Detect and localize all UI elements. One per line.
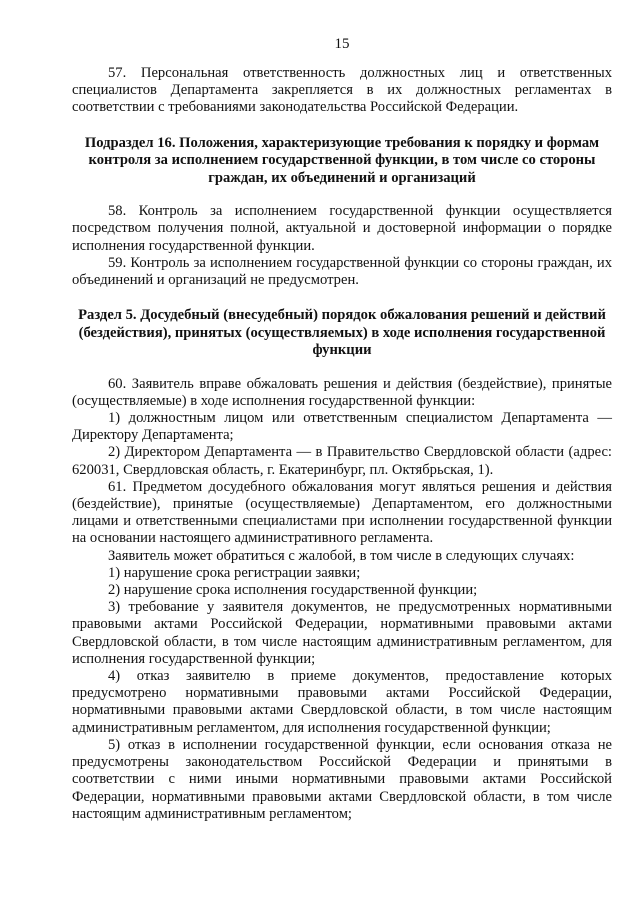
- page-number: 15: [334, 36, 350, 52]
- complaint-case-5: 5) отказ в исполнении государственной функции, если основания отказа не предусмотрены законодательством Российской Федерации и принятыми в соответствии с ними иными нормативными правовыми актами Российской Федерации, нормативными правовыми актами Свердловской области, в том числе настоящим административным регламентом;: [72, 736, 612, 822]
- section-5-heading: Раздел 5. Досудебный (внесудебный) порядок обжалования решений и действий (бездействия), принятых (осуществляемых) в ходе исполнения государственной функции: [78, 307, 606, 359]
- paragraph-61: 61. Предметом досудебного обжалования могут являться решения и действия (бездействие), принятые (осуществляемые) Департаментом, его должностными лицами и ответственными специалистами при исполнении государственной функции на основании настоящего административного регламента.: [72, 478, 612, 547]
- paragraph-59: 59. Контроль за исполнением государственной функции со стороны граждан, их объединений и организаций не предусмотрен.: [72, 254, 612, 288]
- paragraph-60: 60. Заявитель вправе обжаловать решения и действия (бездействие), принятые (осуществляемые) в ходе исполнения государственной функции:: [72, 375, 612, 409]
- paragraph-60-item-2: 2) Директором Департамента — в Правительство Свердловской области (адрес: 620031, Свердловская область, г. Екатеринбург, пл. Октябрьская, 1).: [72, 444, 612, 478]
- complaint-case-4: 4) отказ заявителю в приеме документов, предоставление которых предусмотрено нормативными правовыми актами Российской Федерации, нормативными правовыми актами Свердловской области, в том числе настоящим административным регламентом, для исполнения государственной функции;: [72, 668, 612, 736]
- document-page: [72, 36, 612, 823]
- paragraph-58: 58. Контроль за исполнением государственной функции осуществляется посредством получения полной, актуальной и достоверной информации о порядке исполнения государственной функции.: [72, 203, 612, 254]
- paragraph-57: 57. Персональная ответственность должностных лиц и ответственных специалистов Департамента закрепляется в их должностных регламентах в соответствии с требованиями законодательства Российской Федерации.: [72, 65, 612, 116]
- complaint-case-1: 1) нарушение срока регистрации заявки;: [108, 564, 361, 581]
- complaint-cases-intro: Заявитель может обратиться с жалобой, в том числе в следующих случаях:: [108, 547, 575, 564]
- paragraph-60-item-1: 1) должностным лицом или ответственным специалистом Департамента — Директору Департамента;: [72, 410, 612, 444]
- subsection-16-heading: Подраздел 16. Положения, характеризующие требования к порядку и формам контроля за исполнением государственной функции, в том числе со стороны граждан, их объединений и организаций: [84, 134, 600, 186]
- complaint-case-2: 2) нарушение срока исполнения государственной функции;: [108, 582, 478, 599]
- complaint-case-3: 3) требование у заявителя документов, не предусмотренных нормативными правовыми актами Российской Федерации, нормативными правовыми актами Свердловской области, в том числе настоящим административным регламентом, для исполнения государственной функции;: [72, 599, 612, 667]
